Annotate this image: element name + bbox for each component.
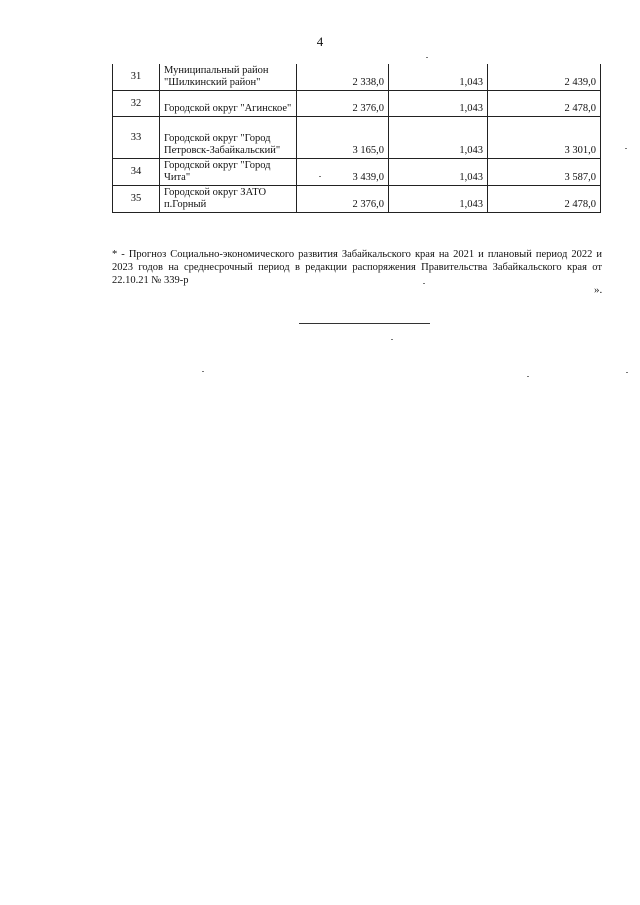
data-table bbox=[112, 64, 601, 213]
scan-speck bbox=[527, 376, 529, 377]
table-row bbox=[113, 159, 601, 186]
municipality-name: Муниципальный район "Шилкинский район" bbox=[160, 64, 297, 91]
index-value: 1,043 bbox=[389, 186, 488, 213]
municipality-name: Городской округ ЗАТО п.Горный bbox=[160, 186, 297, 213]
scan-speck bbox=[625, 148, 627, 149]
row-number: 35 bbox=[113, 186, 160, 213]
base-value: 3 439,0 bbox=[297, 159, 389, 186]
row-number: 33 bbox=[113, 117, 160, 159]
municipality-name: Городской округ "Город Чита" bbox=[160, 159, 297, 186]
footnote: * - Прогноз Социально-экономического развития Забайкальского края на 2021 и плановый период 2022 и 2023 годов на среднесрочный период в редакции распоряжения Правительства Забайкальского края от 22.10.21 № 339-р bbox=[112, 249, 602, 286]
closing-quote-mark: ». bbox=[594, 284, 603, 296]
index-value: 1,043 bbox=[389, 64, 488, 91]
row-number: 34 bbox=[113, 159, 160, 186]
table-row bbox=[113, 186, 601, 213]
scan-speck bbox=[202, 371, 204, 372]
row-number: 32 bbox=[113, 91, 160, 117]
base-value: 2 338,0 bbox=[297, 64, 389, 91]
scan-speck bbox=[423, 283, 425, 284]
table-row bbox=[113, 64, 601, 91]
table-row bbox=[113, 91, 601, 117]
forecast-value: 2 478,0 bbox=[488, 186, 601, 213]
base-value: 2 376,0 bbox=[297, 91, 389, 117]
forecast-value: 3 301,0 bbox=[488, 117, 601, 159]
forecast-value: 2 478,0 bbox=[488, 91, 601, 117]
index-value: 1,043 bbox=[389, 91, 488, 117]
separator-line bbox=[299, 323, 430, 324]
scan-speck bbox=[426, 57, 428, 58]
municipality-name: Городской округ "Город Петровск-Забайкальский" bbox=[160, 117, 297, 159]
scan-speck bbox=[319, 176, 321, 177]
base-value: 2 376,0 bbox=[297, 186, 389, 213]
forecast-value: 2 439,0 bbox=[488, 64, 601, 91]
index-value: 1,043 bbox=[389, 159, 488, 186]
municipality-name: Городской округ "Агинское" bbox=[160, 91, 297, 117]
scan-speck bbox=[391, 339, 393, 340]
base-value: 3 165,0 bbox=[297, 117, 389, 159]
table-row bbox=[113, 117, 601, 159]
scan-speck bbox=[626, 372, 628, 373]
page-number: 4 bbox=[316, 34, 324, 49]
forecast-value: 3 587,0 bbox=[488, 159, 601, 186]
index-value: 1,043 bbox=[389, 117, 488, 159]
row-number: 31 bbox=[113, 64, 160, 91]
